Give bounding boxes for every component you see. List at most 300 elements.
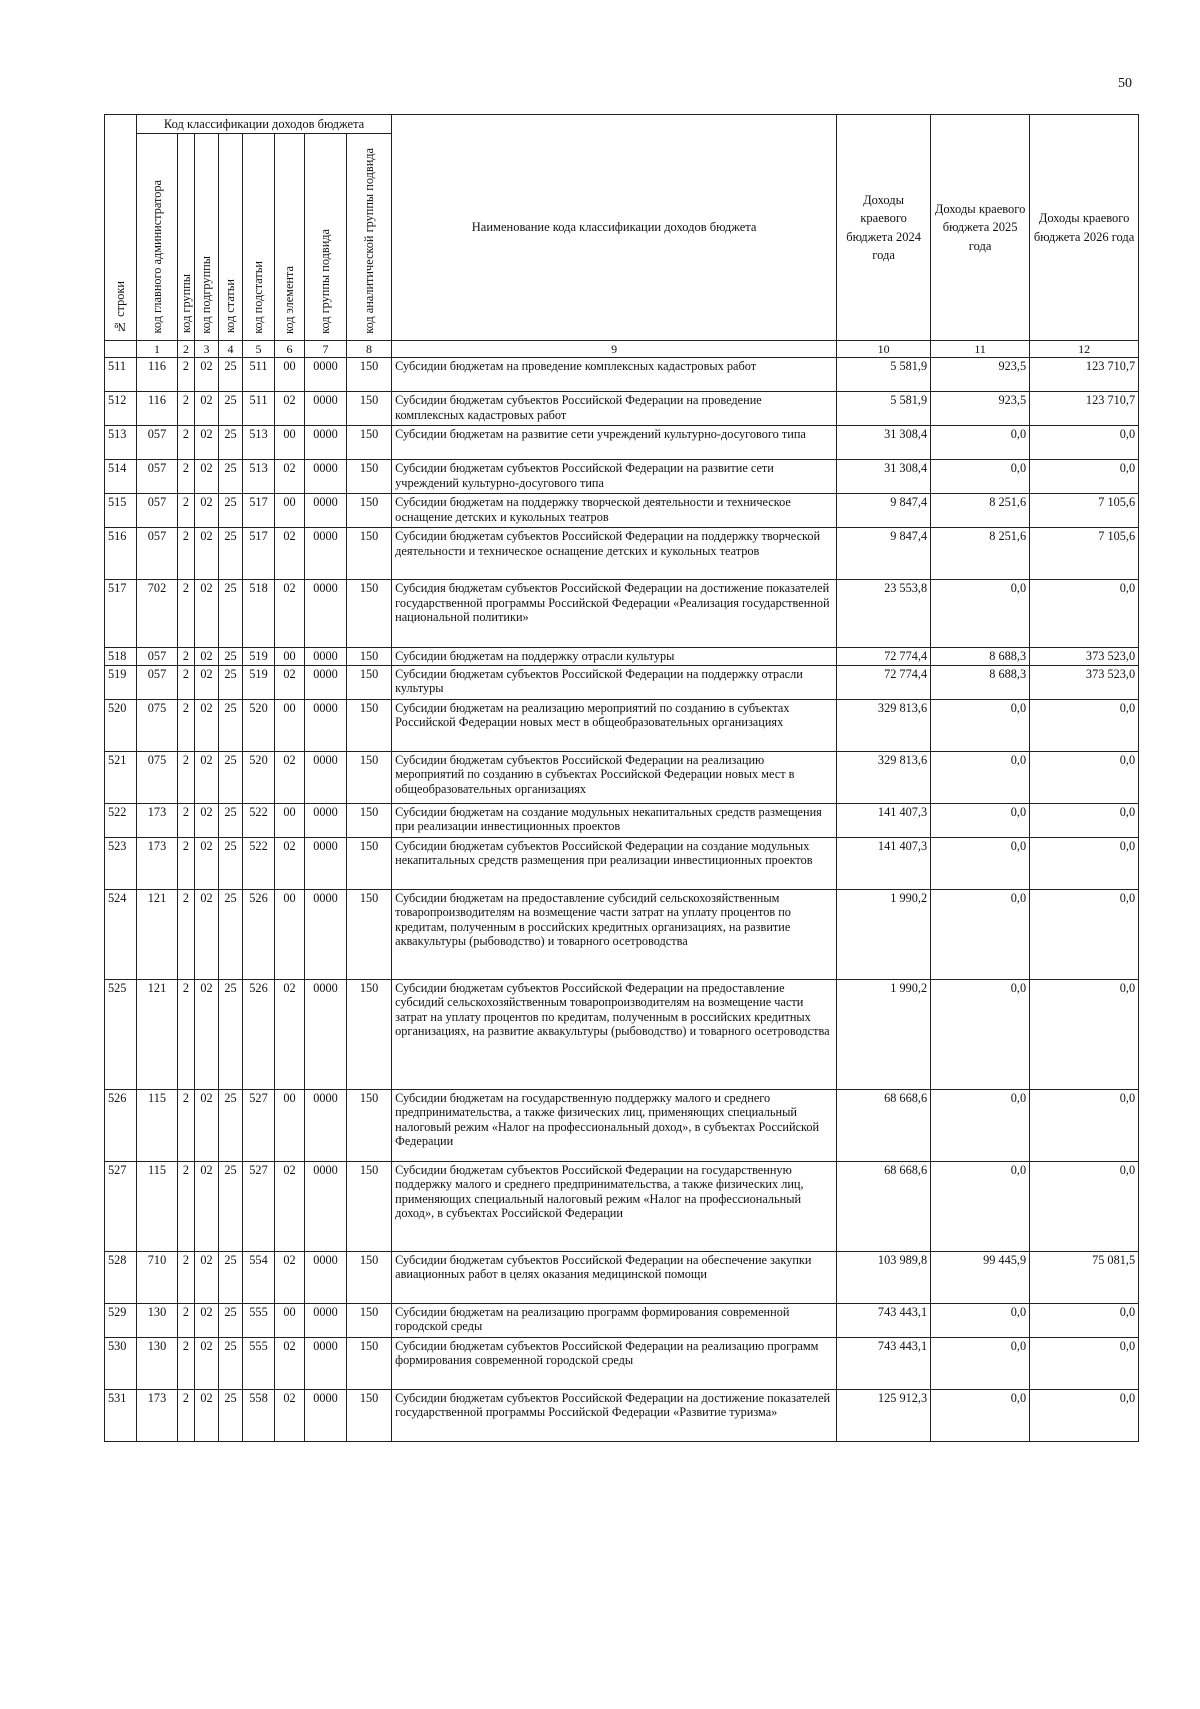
- column-number: 1: [137, 341, 178, 358]
- code-cell: 2: [178, 751, 195, 803]
- header-income-2026: Доходы краевого бюджета 2026 года: [1030, 115, 1139, 341]
- code-cell: 527: [243, 1161, 275, 1251]
- table-row: [105, 392, 1139, 426]
- code-cell: 150: [347, 803, 392, 837]
- income-value-cell: 141 407,3: [837, 837, 931, 889]
- code-cell: 2: [178, 358, 195, 392]
- code-cell: 150: [347, 837, 392, 889]
- income-value-cell: 0,0: [931, 460, 1030, 494]
- code-cell: 150: [347, 358, 392, 392]
- code-cell: 02: [275, 837, 305, 889]
- code-cell: 150: [347, 1337, 392, 1389]
- code-cell: 02: [275, 1161, 305, 1251]
- income-value-cell: 8 688,3: [931, 665, 1030, 699]
- table-row: [105, 1251, 1139, 1303]
- code-cell: 522: [243, 803, 275, 837]
- code-cell: 057: [137, 648, 178, 666]
- code-cell: 513: [243, 460, 275, 494]
- table-row: [105, 979, 1139, 1089]
- income-value-cell: 99 445,9: [931, 1251, 1030, 1303]
- row-number-cell: 517: [105, 580, 137, 648]
- code-cell: 075: [137, 751, 178, 803]
- code-cell: 150: [347, 1303, 392, 1337]
- code-cell: 150: [347, 460, 392, 494]
- code-cell: 130: [137, 1303, 178, 1337]
- table-row: [105, 1389, 1139, 1441]
- code-cell: 02: [275, 665, 305, 699]
- code-cell: 02: [195, 889, 219, 979]
- code-name-cell: Субсидии бюджетам субъектов Российской Федерации на поддержку отрасли культуры: [392, 665, 837, 699]
- income-value-cell: 68 668,6: [837, 1089, 931, 1161]
- code-cell: 0000: [305, 1161, 347, 1251]
- income-value-cell: 0,0: [1030, 1389, 1139, 1441]
- column-number: 9: [392, 341, 837, 358]
- code-cell: 150: [347, 392, 392, 426]
- income-value-cell: 0,0: [1030, 1161, 1139, 1251]
- code-cell: 150: [347, 426, 392, 460]
- table-row: [105, 803, 1139, 837]
- code-cell: 00: [275, 1089, 305, 1161]
- income-value-cell: 31 308,4: [837, 426, 931, 460]
- code-cell: 555: [243, 1337, 275, 1389]
- header-subgroup-code: код подгруппы: [195, 134, 219, 341]
- code-cell: 02: [195, 426, 219, 460]
- code-cell: 25: [219, 358, 243, 392]
- income-value-cell: 0,0: [931, 1089, 1030, 1161]
- code-cell: 526: [243, 979, 275, 1089]
- income-value-cell: 1 990,2: [837, 979, 931, 1089]
- code-cell: 558: [243, 1389, 275, 1441]
- code-cell: 116: [137, 392, 178, 426]
- code-cell: 00: [275, 803, 305, 837]
- income-value-cell: 0,0: [1030, 889, 1139, 979]
- code-cell: 2: [178, 1251, 195, 1303]
- row-number-cell: 523: [105, 837, 137, 889]
- row-number-cell: 511: [105, 358, 137, 392]
- code-cell: 25: [219, 1089, 243, 1161]
- code-cell: 150: [347, 648, 392, 666]
- code-cell: 0000: [305, 358, 347, 392]
- code-cell: 057: [137, 426, 178, 460]
- code-cell: 02: [195, 837, 219, 889]
- income-value-cell: 123 710,7: [1030, 358, 1139, 392]
- code-cell: 02: [195, 665, 219, 699]
- row-number-cell: 528: [105, 1251, 137, 1303]
- code-cell: 0000: [305, 1337, 347, 1389]
- code-cell: 2: [178, 392, 195, 426]
- code-cell: 115: [137, 1089, 178, 1161]
- income-value-cell: 0,0: [931, 426, 1030, 460]
- code-cell: 150: [347, 1389, 392, 1441]
- code-cell: 511: [243, 358, 275, 392]
- code-cell: 2: [178, 1389, 195, 1441]
- header-subtype-group-code: код группы подвида: [305, 134, 347, 341]
- income-value-cell: 0,0: [1030, 979, 1139, 1089]
- income-value-cell: 0,0: [931, 803, 1030, 837]
- code-cell: 0000: [305, 580, 347, 648]
- income-value-cell: 329 813,6: [837, 699, 931, 751]
- table-row: [105, 1337, 1139, 1389]
- code-cell: 130: [137, 1337, 178, 1389]
- code-cell: 121: [137, 889, 178, 979]
- row-number-cell: 531: [105, 1389, 137, 1441]
- code-name-cell: Субсидии бюджетам субъектов Российской Федерации на государственную поддержку малого и среднего предпринимательства, а также физических лиц, применяющих специальный налоговый режим «Налог на профессиональный доход», в субъектах Российской Федерации: [392, 1161, 837, 1251]
- income-value-cell: 0,0: [931, 1389, 1030, 1441]
- code-cell: 02: [195, 392, 219, 426]
- code-cell: 2: [178, 1089, 195, 1161]
- code-cell: 0000: [305, 648, 347, 666]
- code-cell: 0000: [305, 1089, 347, 1161]
- table-row: [105, 648, 1139, 666]
- row-number-cell: 516: [105, 528, 137, 580]
- code-cell: 173: [137, 803, 178, 837]
- income-value-cell: 0,0: [1030, 460, 1139, 494]
- code-cell: 25: [219, 1161, 243, 1251]
- code-cell: 150: [347, 979, 392, 1089]
- income-value-cell: 8 251,6: [931, 494, 1030, 528]
- table-row: [105, 580, 1139, 648]
- income-value-cell: 72 774,4: [837, 648, 931, 666]
- row-number-cell: 520: [105, 699, 137, 751]
- code-cell: 0000: [305, 494, 347, 528]
- code-cell: 25: [219, 803, 243, 837]
- code-name-cell: Субсидии бюджетам субъектов Российской Федерации на предоставление субсидий сельскохозяйственным товаропроизводителям на возмещение части затрат на уплату процентов по кредитам, полученным в российских кредитных организациях, на развитие аквакультуры (рыбоводство) и товарного осетроводства: [392, 979, 837, 1089]
- code-cell: 02: [195, 580, 219, 648]
- code-cell: 25: [219, 979, 243, 1089]
- code-cell: 02: [195, 803, 219, 837]
- income-value-cell: 0,0: [931, 889, 1030, 979]
- code-cell: 513: [243, 426, 275, 460]
- code-cell: 2: [178, 1303, 195, 1337]
- code-cell: 057: [137, 665, 178, 699]
- table-row: [105, 460, 1139, 494]
- table-row: [105, 426, 1139, 460]
- table-row: [105, 494, 1139, 528]
- page-number: 50: [1118, 76, 1132, 91]
- code-cell: 02: [195, 1389, 219, 1441]
- code-name-cell: Субсидия бюджетам субъектов Российской Федерации на достижение показателей государственной программы Российской Федерации «Реализация государственной национальной политики»: [392, 580, 837, 648]
- income-value-cell: 743 443,1: [837, 1303, 931, 1337]
- code-cell: 519: [243, 665, 275, 699]
- income-value-cell: 0,0: [931, 979, 1030, 1089]
- income-value-cell: 0,0: [1030, 580, 1139, 648]
- code-cell: 00: [275, 358, 305, 392]
- code-cell: 02: [275, 460, 305, 494]
- code-cell: 00: [275, 648, 305, 666]
- code-name-cell: Субсидии бюджетам на предоставление субсидий сельскохозяйственным товаропроизводителям на возмещение части затрат на уплату процентов по кредитам, полученным в российских кредитных организациях, на развитие аквакультуры (рыбоводство) и товарного осетроводства: [392, 889, 837, 979]
- income-value-cell: 0,0: [1030, 1089, 1139, 1161]
- code-cell: 02: [275, 1389, 305, 1441]
- column-number: [105, 341, 137, 358]
- code-name-cell: Субсидии бюджетам субъектов Российской Федерации на достижение показателей государственной программы Российской Федерации «Развитие туризма»: [392, 1389, 837, 1441]
- row-number-cell: 512: [105, 392, 137, 426]
- row-number-cell: 515: [105, 494, 137, 528]
- code-name-cell: Субсидии бюджетам на государственную поддержку малого и среднего предпринимательства, а также физических лиц, применяющих специальный налоговый режим «Налог на профессиональный доход», в субъектах Российской Федерации: [392, 1089, 837, 1161]
- code-cell: 702: [137, 580, 178, 648]
- code-name-cell: Субсидии бюджетам на поддержку отрасли культуры: [392, 648, 837, 666]
- income-value-cell: 0,0: [1030, 699, 1139, 751]
- code-cell: 02: [195, 1161, 219, 1251]
- code-cell: 150: [347, 1089, 392, 1161]
- code-cell: 0000: [305, 803, 347, 837]
- code-cell: 25: [219, 1337, 243, 1389]
- income-value-cell: 123 710,7: [1030, 392, 1139, 426]
- row-number-cell: 513: [105, 426, 137, 460]
- code-cell: 02: [195, 1337, 219, 1389]
- code-cell: 02: [275, 1337, 305, 1389]
- code-name-cell: Субсидии бюджетам субъектов Российской Федерации на реализацию мероприятий по созданию в субъектах Российской Федерации новых мест в общеобразовательных организациях: [392, 751, 837, 803]
- income-value-cell: 0,0: [1030, 426, 1139, 460]
- income-value-cell: 373 523,0: [1030, 665, 1139, 699]
- code-name-cell: Субсидии бюджетам на развитие сети учреждений культурно-досугового типа: [392, 426, 837, 460]
- code-cell: 00: [275, 1303, 305, 1337]
- row-number-cell: 518: [105, 648, 137, 666]
- income-value-cell: 0,0: [931, 1337, 1030, 1389]
- income-value-cell: 0,0: [931, 580, 1030, 648]
- table-row: [105, 1161, 1139, 1251]
- income-value-cell: 0,0: [931, 837, 1030, 889]
- code-cell: 2: [178, 648, 195, 666]
- code-cell: 150: [347, 494, 392, 528]
- code-cell: 075: [137, 699, 178, 751]
- income-value-cell: 8 688,3: [931, 648, 1030, 666]
- code-cell: 150: [347, 1161, 392, 1251]
- code-cell: 25: [219, 665, 243, 699]
- income-value-cell: 7 105,6: [1030, 494, 1139, 528]
- row-number-cell: 524: [105, 889, 137, 979]
- income-value-cell: 0,0: [931, 1303, 1030, 1337]
- code-cell: 150: [347, 580, 392, 648]
- code-cell: 2: [178, 837, 195, 889]
- code-name-cell: Субсидии бюджетам на создание модульных некапитальных средств размещения при реализации инвестиционных проектов: [392, 803, 837, 837]
- code-cell: 02: [195, 1303, 219, 1337]
- code-cell: 2: [178, 889, 195, 979]
- income-value-cell: 8 251,6: [931, 528, 1030, 580]
- code-cell: 02: [195, 1251, 219, 1303]
- code-cell: 517: [243, 528, 275, 580]
- code-cell: 057: [137, 460, 178, 494]
- code-cell: 25: [219, 460, 243, 494]
- code-cell: 25: [219, 1251, 243, 1303]
- header-article-code: код статьи: [219, 134, 243, 341]
- column-number: 7: [305, 341, 347, 358]
- table-row: [105, 528, 1139, 580]
- code-cell: 173: [137, 1389, 178, 1441]
- code-cell: 02: [275, 751, 305, 803]
- code-cell: 518: [243, 580, 275, 648]
- row-number-cell: 519: [105, 665, 137, 699]
- income-value-cell: 0,0: [1030, 1337, 1139, 1389]
- code-name-cell: Субсидии бюджетам на проведение комплексных кадастровых работ: [392, 358, 837, 392]
- code-cell: 520: [243, 699, 275, 751]
- income-value-cell: 0,0: [1030, 751, 1139, 803]
- code-cell: 02: [195, 1089, 219, 1161]
- code-cell: 02: [275, 979, 305, 1089]
- code-cell: 2: [178, 1337, 195, 1389]
- header-analytic-group-code: код аналитической группы подвида: [347, 134, 392, 341]
- code-cell: 526: [243, 889, 275, 979]
- income-value-cell: 141 407,3: [837, 803, 931, 837]
- income-value-cell: 0,0: [1030, 1303, 1139, 1337]
- income-value-cell: 103 989,8: [837, 1251, 931, 1303]
- row-number-cell: 526: [105, 1089, 137, 1161]
- code-cell: 25: [219, 699, 243, 751]
- column-number: 2: [178, 341, 195, 358]
- code-cell: 02: [195, 699, 219, 751]
- code-cell: 2: [178, 494, 195, 528]
- row-number-cell: 530: [105, 1337, 137, 1389]
- code-cell: 2: [178, 665, 195, 699]
- code-cell: 2: [178, 803, 195, 837]
- header-row-group: [105, 115, 1139, 134]
- code-cell: 25: [219, 426, 243, 460]
- code-cell: 25: [219, 1303, 243, 1337]
- code-cell: 0000: [305, 528, 347, 580]
- code-cell: 522: [243, 837, 275, 889]
- code-cell: 555: [243, 1303, 275, 1337]
- income-value-cell: 23 553,8: [837, 580, 931, 648]
- code-cell: 02: [195, 460, 219, 494]
- code-cell: 25: [219, 889, 243, 979]
- code-cell: 0000: [305, 392, 347, 426]
- income-value-cell: 0,0: [931, 699, 1030, 751]
- table-row: [105, 1089, 1139, 1161]
- code-cell: 121: [137, 979, 178, 1089]
- header-code-name: Наименование кода классификации доходов бюджета: [392, 115, 837, 341]
- column-number-row: [105, 341, 1139, 358]
- code-cell: 115: [137, 1161, 178, 1251]
- code-name-cell: Субсидии бюджетам на поддержку творческой деятельности и техническое оснащение детских и кукольных театров: [392, 494, 837, 528]
- code-cell: 150: [347, 699, 392, 751]
- income-value-cell: 9 847,4: [837, 494, 931, 528]
- code-cell: 0000: [305, 979, 347, 1089]
- code-cell: 517: [243, 494, 275, 528]
- code-cell: 0000: [305, 665, 347, 699]
- code-cell: 0000: [305, 751, 347, 803]
- code-cell: 00: [275, 889, 305, 979]
- code-cell: 2: [178, 528, 195, 580]
- code-name-cell: Субсидии бюджетам на реализацию программ формирования современной городской среды: [392, 1303, 837, 1337]
- code-cell: 02: [275, 1251, 305, 1303]
- header-element-code: код элемента: [275, 134, 305, 341]
- table-row: [105, 837, 1139, 889]
- header-row-number: № строки: [105, 115, 137, 341]
- code-cell: 02: [275, 528, 305, 580]
- row-number-cell: 514: [105, 460, 137, 494]
- income-value-cell: 1 990,2: [837, 889, 931, 979]
- code-cell: 0000: [305, 1389, 347, 1441]
- code-cell: 25: [219, 494, 243, 528]
- code-cell: 0000: [305, 1303, 347, 1337]
- code-cell: 0000: [305, 1251, 347, 1303]
- code-cell: 25: [219, 1389, 243, 1441]
- code-cell: 25: [219, 751, 243, 803]
- code-name-cell: Субсидии бюджетам субъектов Российской Федерации на реализацию программ формирования современной городской среды: [392, 1337, 837, 1389]
- row-number-cell: 527: [105, 1161, 137, 1251]
- code-cell: 511: [243, 392, 275, 426]
- income-value-cell: 5 581,9: [837, 358, 931, 392]
- code-cell: 0000: [305, 460, 347, 494]
- code-cell: 520: [243, 751, 275, 803]
- code-cell: 057: [137, 494, 178, 528]
- income-value-cell: 68 668,6: [837, 1161, 931, 1251]
- code-cell: 2: [178, 1161, 195, 1251]
- income-value-cell: 125 912,3: [837, 1389, 931, 1441]
- income-value-cell: 0,0: [931, 1161, 1030, 1251]
- table-body: [105, 341, 1139, 1442]
- code-cell: 710: [137, 1251, 178, 1303]
- table-row: [105, 751, 1139, 803]
- header-income-2024: Доходы краевого бюджета 2024 года: [837, 115, 931, 341]
- income-value-cell: 743 443,1: [837, 1337, 931, 1389]
- income-value-cell: 373 523,0: [1030, 648, 1139, 666]
- code-cell: 2: [178, 460, 195, 494]
- code-cell: 25: [219, 648, 243, 666]
- code-cell: 02: [195, 751, 219, 803]
- column-number: 3: [195, 341, 219, 358]
- table-row: [105, 358, 1139, 392]
- column-number: 4: [219, 341, 243, 358]
- table-row: [105, 699, 1139, 751]
- code-name-cell: Субсидии бюджетам на реализацию мероприятий по созданию в субъектах Российской Федерации новых мест в общеобразовательных организациях: [392, 699, 837, 751]
- code-name-cell: Субсидии бюджетам субъектов Российской Федерации на поддержку творческой деятельности и техническое оснащение детских и кукольных театров: [392, 528, 837, 580]
- code-cell: 173: [137, 837, 178, 889]
- code-cell: 150: [347, 528, 392, 580]
- column-number: 12: [1030, 341, 1139, 358]
- income-value-cell: 9 847,4: [837, 528, 931, 580]
- code-cell: 25: [219, 580, 243, 648]
- income-value-cell: 329 813,6: [837, 751, 931, 803]
- column-number: 8: [347, 341, 392, 358]
- code-cell: 554: [243, 1251, 275, 1303]
- income-value-cell: 7 105,6: [1030, 528, 1139, 580]
- header-income-2025: Доходы краевого бюджета 2025 года: [931, 115, 1030, 341]
- code-cell: 116: [137, 358, 178, 392]
- code-cell: 02: [275, 392, 305, 426]
- table-row: [105, 889, 1139, 979]
- code-cell: 0000: [305, 699, 347, 751]
- code-cell: 02: [275, 580, 305, 648]
- code-cell: 057: [137, 528, 178, 580]
- income-value-cell: 923,5: [931, 358, 1030, 392]
- row-number-cell: 522: [105, 803, 137, 837]
- column-number: 10: [837, 341, 931, 358]
- header-classification-code-group: Код классификации доходов бюджета: [137, 115, 392, 134]
- code-cell: 519: [243, 648, 275, 666]
- income-value-cell: 0,0: [1030, 837, 1139, 889]
- code-cell: 02: [195, 494, 219, 528]
- income-value-cell: 5 581,9: [837, 392, 931, 426]
- code-cell: 0000: [305, 426, 347, 460]
- code-cell: 150: [347, 889, 392, 979]
- code-cell: 02: [195, 528, 219, 580]
- row-number-cell: 521: [105, 751, 137, 803]
- code-cell: 25: [219, 837, 243, 889]
- table-row: [105, 665, 1139, 699]
- column-number: 6: [275, 341, 305, 358]
- income-value-cell: 31 308,4: [837, 460, 931, 494]
- header-subarticle-code: код подстатьи: [243, 134, 275, 341]
- budget-income-table: [104, 114, 1139, 1442]
- row-number-cell: 529: [105, 1303, 137, 1337]
- code-cell: 02: [195, 648, 219, 666]
- income-value-cell: 72 774,4: [837, 665, 931, 699]
- code-cell: 00: [275, 494, 305, 528]
- income-value-cell: 0,0: [1030, 803, 1139, 837]
- code-cell: 0000: [305, 889, 347, 979]
- code-cell: 02: [195, 358, 219, 392]
- header-group-code: код группы: [178, 134, 195, 341]
